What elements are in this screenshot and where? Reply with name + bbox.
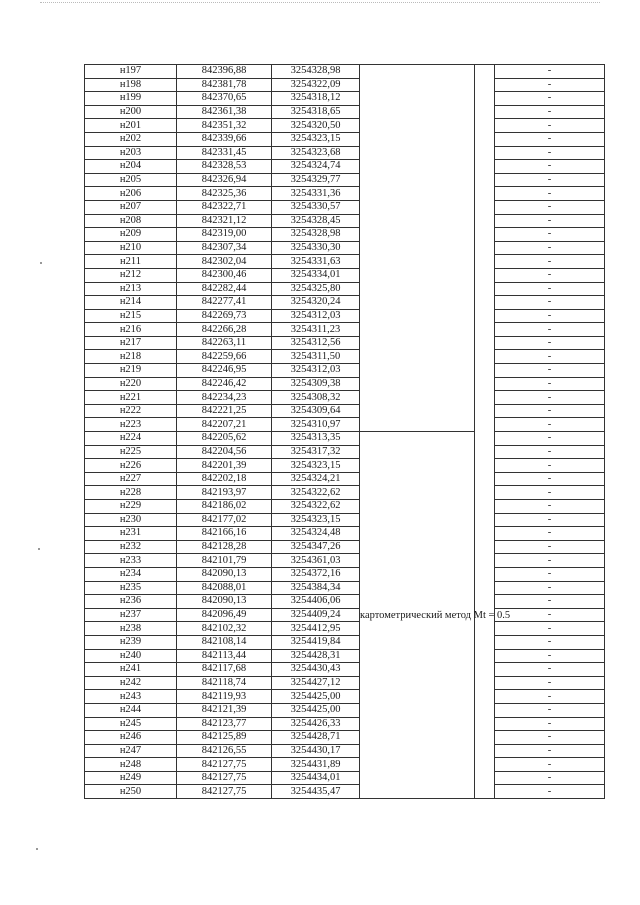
coord-x: 842126,55 bbox=[177, 744, 272, 758]
coord-x: 842090,13 bbox=[177, 595, 272, 609]
table-row bbox=[85, 160, 605, 174]
point-id: н213 bbox=[85, 282, 177, 296]
value-dash: - bbox=[495, 92, 605, 106]
coord-x: 842096,49 bbox=[177, 608, 272, 622]
coord-x: 842381,78 bbox=[177, 78, 272, 92]
coord-x: 842125,89 bbox=[177, 731, 272, 745]
table-row bbox=[85, 228, 605, 242]
point-id: н198 bbox=[85, 78, 177, 92]
table-row bbox=[85, 105, 605, 119]
table-row bbox=[85, 92, 605, 106]
method-cell-empty bbox=[360, 65, 475, 432]
value-dash: - bbox=[495, 78, 605, 92]
value-dash: - bbox=[495, 771, 605, 785]
coord-x: 842101,79 bbox=[177, 554, 272, 568]
point-id: н208 bbox=[85, 214, 177, 228]
coord-x: 842166,16 bbox=[177, 527, 272, 541]
point-id: н246 bbox=[85, 731, 177, 745]
coord-x: 842121,39 bbox=[177, 703, 272, 717]
table-row bbox=[85, 663, 605, 677]
point-id: н224 bbox=[85, 432, 177, 446]
coord-x: 842127,75 bbox=[177, 758, 272, 772]
coord-y: 3254310,97 bbox=[272, 418, 360, 432]
point-id: н212 bbox=[85, 268, 177, 282]
table-row bbox=[85, 432, 605, 446]
point-id: н237 bbox=[85, 608, 177, 622]
coord-x: 842205,62 bbox=[177, 432, 272, 446]
value-dash: - bbox=[495, 663, 605, 677]
coord-x: 842128,28 bbox=[177, 540, 272, 554]
coordinates-table bbox=[84, 64, 605, 799]
coord-x: 842326,94 bbox=[177, 173, 272, 187]
value-dash: - bbox=[495, 540, 605, 554]
table-row bbox=[85, 445, 605, 459]
column-gap bbox=[475, 65, 495, 799]
coord-x: 842370,65 bbox=[177, 92, 272, 106]
coord-x: 842246,42 bbox=[177, 377, 272, 391]
point-id: н199 bbox=[85, 92, 177, 106]
point-id: н206 bbox=[85, 187, 177, 201]
coord-x: 842396,88 bbox=[177, 65, 272, 79]
coord-y: 3254325,80 bbox=[272, 282, 360, 296]
coord-y: 3254317,32 bbox=[272, 445, 360, 459]
value-dash: - bbox=[495, 200, 605, 214]
point-id: н249 bbox=[85, 771, 177, 785]
coord-y: 3254431,89 bbox=[272, 758, 360, 772]
table-row bbox=[85, 649, 605, 663]
coord-x: 842277,41 bbox=[177, 296, 272, 310]
point-id: н235 bbox=[85, 581, 177, 595]
table-row bbox=[85, 459, 605, 473]
coord-y: 3254324,48 bbox=[272, 527, 360, 541]
table-row bbox=[85, 268, 605, 282]
coord-x: 842119,93 bbox=[177, 690, 272, 704]
table-row bbox=[85, 527, 605, 541]
coord-x: 842263,11 bbox=[177, 336, 272, 350]
coord-x: 842266,28 bbox=[177, 323, 272, 337]
coord-x: 842202,18 bbox=[177, 472, 272, 486]
point-id: н216 bbox=[85, 323, 177, 337]
point-id: н230 bbox=[85, 513, 177, 527]
table-row bbox=[85, 758, 605, 772]
point-id: н200 bbox=[85, 105, 177, 119]
coord-x: 842201,39 bbox=[177, 459, 272, 473]
coord-y: 3254320,50 bbox=[272, 119, 360, 133]
table-row bbox=[85, 214, 605, 228]
coord-x: 842186,02 bbox=[177, 500, 272, 514]
coord-y: 3254312,03 bbox=[272, 364, 360, 378]
point-id: н205 bbox=[85, 173, 177, 187]
value-dash: - bbox=[495, 785, 605, 799]
value-dash: - bbox=[495, 690, 605, 704]
table-row bbox=[85, 567, 605, 581]
table-row bbox=[85, 309, 605, 323]
coord-y: 3254334,01 bbox=[272, 268, 360, 282]
coord-y: 3254409,24 bbox=[272, 608, 360, 622]
value-dash: - bbox=[495, 581, 605, 595]
point-id: н223 bbox=[85, 418, 177, 432]
coord-y: 3254347,26 bbox=[272, 540, 360, 554]
table-row bbox=[85, 323, 605, 337]
point-id: н210 bbox=[85, 241, 177, 255]
coord-x: 842325,36 bbox=[177, 187, 272, 201]
coord-x: 842319,00 bbox=[177, 228, 272, 242]
table-row bbox=[85, 78, 605, 92]
value-dash: - bbox=[495, 472, 605, 486]
point-id: н244 bbox=[85, 703, 177, 717]
point-id: н234 bbox=[85, 567, 177, 581]
value-dash: - bbox=[495, 608, 605, 622]
coord-y: 3254308,32 bbox=[272, 391, 360, 405]
coord-y: 3254329,77 bbox=[272, 173, 360, 187]
table-row bbox=[85, 241, 605, 255]
coord-y: 3254312,56 bbox=[272, 336, 360, 350]
point-id: н221 bbox=[85, 391, 177, 405]
table-row bbox=[85, 472, 605, 486]
coord-x: 842090,13 bbox=[177, 567, 272, 581]
table-row bbox=[85, 744, 605, 758]
coord-x: 842108,14 bbox=[177, 635, 272, 649]
coord-x: 842269,73 bbox=[177, 309, 272, 323]
value-dash: - bbox=[495, 255, 605, 269]
value-dash: - bbox=[495, 445, 605, 459]
coord-x: 842127,75 bbox=[177, 771, 272, 785]
method-label: картометрический метод Mt = 0.5 bbox=[360, 432, 475, 799]
coord-y: 3254323,68 bbox=[272, 146, 360, 160]
table-row bbox=[85, 173, 605, 187]
point-id: н207 bbox=[85, 200, 177, 214]
coord-x: 842300,46 bbox=[177, 268, 272, 282]
table-row bbox=[85, 635, 605, 649]
table-row bbox=[85, 391, 605, 405]
table-row bbox=[85, 608, 605, 622]
value-dash: - bbox=[495, 744, 605, 758]
coord-y: 3254330,30 bbox=[272, 241, 360, 255]
value-dash: - bbox=[495, 432, 605, 446]
coord-x: 842207,21 bbox=[177, 418, 272, 432]
coord-x: 842339,66 bbox=[177, 132, 272, 146]
point-id: н245 bbox=[85, 717, 177, 731]
table-row bbox=[85, 595, 605, 609]
coord-y: 3254434,01 bbox=[272, 771, 360, 785]
table-row bbox=[85, 296, 605, 310]
table-row bbox=[85, 676, 605, 690]
coord-y: 3254320,24 bbox=[272, 296, 360, 310]
margin-mark bbox=[36, 848, 38, 850]
value-dash: - bbox=[495, 500, 605, 514]
coord-y: 3254331,63 bbox=[272, 255, 360, 269]
coord-y: 3254322,62 bbox=[272, 486, 360, 500]
coord-y: 3254328,98 bbox=[272, 65, 360, 79]
value-dash: - bbox=[495, 595, 605, 609]
value-dash: - bbox=[495, 187, 605, 201]
table-row bbox=[85, 65, 605, 79]
point-id: н220 bbox=[85, 377, 177, 391]
coord-y: 3254328,45 bbox=[272, 214, 360, 228]
coord-y: 3254318,65 bbox=[272, 105, 360, 119]
coord-y: 3254419,84 bbox=[272, 635, 360, 649]
table-row bbox=[85, 554, 605, 568]
point-id: н222 bbox=[85, 404, 177, 418]
table-row bbox=[85, 377, 605, 391]
coord-x: 842331,45 bbox=[177, 146, 272, 160]
value-dash: - bbox=[495, 622, 605, 636]
value-dash: - bbox=[495, 404, 605, 418]
value-dash: - bbox=[495, 214, 605, 228]
coord-x: 842102,32 bbox=[177, 622, 272, 636]
table-row bbox=[85, 703, 605, 717]
table-row bbox=[85, 513, 605, 527]
value-dash: - bbox=[495, 377, 605, 391]
coord-x: 842328,53 bbox=[177, 160, 272, 174]
value-dash: - bbox=[495, 65, 605, 79]
coord-y: 3254428,31 bbox=[272, 649, 360, 663]
point-id: н202 bbox=[85, 132, 177, 146]
point-id: н240 bbox=[85, 649, 177, 663]
table-row bbox=[85, 364, 605, 378]
coord-y: 3254324,21 bbox=[272, 472, 360, 486]
point-id: н197 bbox=[85, 65, 177, 79]
table-row bbox=[85, 187, 605, 201]
coord-y: 3254412,95 bbox=[272, 622, 360, 636]
coord-y: 3254361,03 bbox=[272, 554, 360, 568]
point-id: н203 bbox=[85, 146, 177, 160]
table-row bbox=[85, 200, 605, 214]
coord-y: 3254430,17 bbox=[272, 744, 360, 758]
table-row bbox=[85, 132, 605, 146]
coord-y: 3254428,71 bbox=[272, 731, 360, 745]
coord-x: 842113,44 bbox=[177, 649, 272, 663]
point-id: н225 bbox=[85, 445, 177, 459]
table-row bbox=[85, 622, 605, 636]
coord-x: 842259,66 bbox=[177, 350, 272, 364]
coord-y: 3254324,74 bbox=[272, 160, 360, 174]
point-id: н242 bbox=[85, 676, 177, 690]
coord-y: 3254322,09 bbox=[272, 78, 360, 92]
margin-mark bbox=[40, 262, 42, 264]
value-dash: - bbox=[495, 105, 605, 119]
coord-x: 842234,23 bbox=[177, 391, 272, 405]
coord-y: 3254372,16 bbox=[272, 567, 360, 581]
value-dash: - bbox=[495, 119, 605, 133]
point-id: н247 bbox=[85, 744, 177, 758]
coord-x: 842321,12 bbox=[177, 214, 272, 228]
table-row bbox=[85, 771, 605, 785]
table-row bbox=[85, 540, 605, 554]
coord-x: 842123,77 bbox=[177, 717, 272, 731]
coord-y: 3254427,12 bbox=[272, 676, 360, 690]
coord-y: 3254426,33 bbox=[272, 717, 360, 731]
coord-x: 842351,32 bbox=[177, 119, 272, 133]
value-dash: - bbox=[495, 282, 605, 296]
point-id: н217 bbox=[85, 336, 177, 350]
value-dash: - bbox=[495, 268, 605, 282]
coord-y: 3254384,34 bbox=[272, 581, 360, 595]
value-dash: - bbox=[495, 350, 605, 364]
table-row bbox=[85, 350, 605, 364]
table-row bbox=[85, 255, 605, 269]
coord-y: 3254323,15 bbox=[272, 513, 360, 527]
value-dash: - bbox=[495, 635, 605, 649]
margin-mark bbox=[38, 548, 40, 550]
coord-y: 3254322,62 bbox=[272, 500, 360, 514]
value-dash: - bbox=[495, 132, 605, 146]
coord-x: 842127,75 bbox=[177, 785, 272, 799]
table-row bbox=[85, 486, 605, 500]
value-dash: - bbox=[495, 296, 605, 310]
coord-x: 842088,01 bbox=[177, 581, 272, 595]
coord-y: 3254309,64 bbox=[272, 404, 360, 418]
table-row bbox=[85, 282, 605, 296]
value-dash: - bbox=[495, 731, 605, 745]
point-id: н250 bbox=[85, 785, 177, 799]
coord-y: 3254328,98 bbox=[272, 228, 360, 242]
value-dash: - bbox=[495, 513, 605, 527]
table-row bbox=[85, 146, 605, 160]
coord-x: 842221,25 bbox=[177, 404, 272, 418]
point-id: н239 bbox=[85, 635, 177, 649]
coord-y: 3254435,47 bbox=[272, 785, 360, 799]
value-dash: - bbox=[495, 649, 605, 663]
value-dash: - bbox=[495, 391, 605, 405]
table-row bbox=[85, 690, 605, 704]
value-dash: - bbox=[495, 418, 605, 432]
point-id: н209 bbox=[85, 228, 177, 242]
coord-x: 842307,34 bbox=[177, 241, 272, 255]
coord-y: 3254430,43 bbox=[272, 663, 360, 677]
value-dash: - bbox=[495, 527, 605, 541]
point-id: н233 bbox=[85, 554, 177, 568]
value-dash: - bbox=[495, 459, 605, 473]
coord-y: 3254425,00 bbox=[272, 690, 360, 704]
point-id: н238 bbox=[85, 622, 177, 636]
point-id: н219 bbox=[85, 364, 177, 378]
point-id: н204 bbox=[85, 160, 177, 174]
table-row bbox=[85, 731, 605, 745]
coord-y: 3254425,00 bbox=[272, 703, 360, 717]
table-row bbox=[85, 418, 605, 432]
table-row bbox=[85, 717, 605, 731]
point-id: н201 bbox=[85, 119, 177, 133]
coord-x: 842302,04 bbox=[177, 255, 272, 269]
value-dash: - bbox=[495, 486, 605, 500]
table-row bbox=[85, 785, 605, 799]
point-id: н218 bbox=[85, 350, 177, 364]
table-row bbox=[85, 119, 605, 133]
value-dash: - bbox=[495, 758, 605, 772]
value-dash: - bbox=[495, 228, 605, 242]
coord-x: 842204,56 bbox=[177, 445, 272, 459]
coord-y: 3254323,15 bbox=[272, 132, 360, 146]
value-dash: - bbox=[495, 323, 605, 337]
point-id: н229 bbox=[85, 500, 177, 514]
coord-y: 3254330,57 bbox=[272, 200, 360, 214]
value-dash: - bbox=[495, 241, 605, 255]
table-row bbox=[85, 336, 605, 350]
value-dash: - bbox=[495, 567, 605, 581]
coord-x: 842322,71 bbox=[177, 200, 272, 214]
coord-y: 3254309,38 bbox=[272, 377, 360, 391]
coord-x: 842361,38 bbox=[177, 105, 272, 119]
coord-x: 842246,95 bbox=[177, 364, 272, 378]
coord-y: 3254313,35 bbox=[272, 432, 360, 446]
coordinates-table-body bbox=[85, 65, 605, 799]
coord-y: 3254311,23 bbox=[272, 323, 360, 337]
point-id: н215 bbox=[85, 309, 177, 323]
value-dash: - bbox=[495, 146, 605, 160]
coord-x: 842118,74 bbox=[177, 676, 272, 690]
point-id: н228 bbox=[85, 486, 177, 500]
coord-y: 3254323,15 bbox=[272, 459, 360, 473]
coord-y: 3254406,06 bbox=[272, 595, 360, 609]
value-dash: - bbox=[495, 336, 605, 350]
value-dash: - bbox=[495, 554, 605, 568]
point-id: н211 bbox=[85, 255, 177, 269]
point-id: н227 bbox=[85, 472, 177, 486]
point-id: н243 bbox=[85, 690, 177, 704]
value-dash: - bbox=[495, 364, 605, 378]
table-row bbox=[85, 581, 605, 595]
value-dash: - bbox=[495, 160, 605, 174]
coord-y: 3254311,50 bbox=[272, 350, 360, 364]
value-dash: - bbox=[495, 703, 605, 717]
point-id: н226 bbox=[85, 459, 177, 473]
point-id: н241 bbox=[85, 663, 177, 677]
point-id: н248 bbox=[85, 758, 177, 772]
point-id: н231 bbox=[85, 527, 177, 541]
coord-x: 842282,44 bbox=[177, 282, 272, 296]
value-dash: - bbox=[495, 309, 605, 323]
point-id: н214 bbox=[85, 296, 177, 310]
point-id: н236 bbox=[85, 595, 177, 609]
value-dash: - bbox=[495, 717, 605, 731]
coord-y: 3254318,12 bbox=[272, 92, 360, 106]
table-row bbox=[85, 404, 605, 418]
coord-y: 3254312,03 bbox=[272, 309, 360, 323]
point-id: н232 bbox=[85, 540, 177, 554]
coord-x: 842117,68 bbox=[177, 663, 272, 677]
coord-x: 842177,02 bbox=[177, 513, 272, 527]
coord-y: 3254331,36 bbox=[272, 187, 360, 201]
value-dash: - bbox=[495, 173, 605, 187]
scan-artifact-line bbox=[40, 2, 600, 7]
table-row bbox=[85, 500, 605, 514]
value-dash: - bbox=[495, 676, 605, 690]
coord-x: 842193,97 bbox=[177, 486, 272, 500]
